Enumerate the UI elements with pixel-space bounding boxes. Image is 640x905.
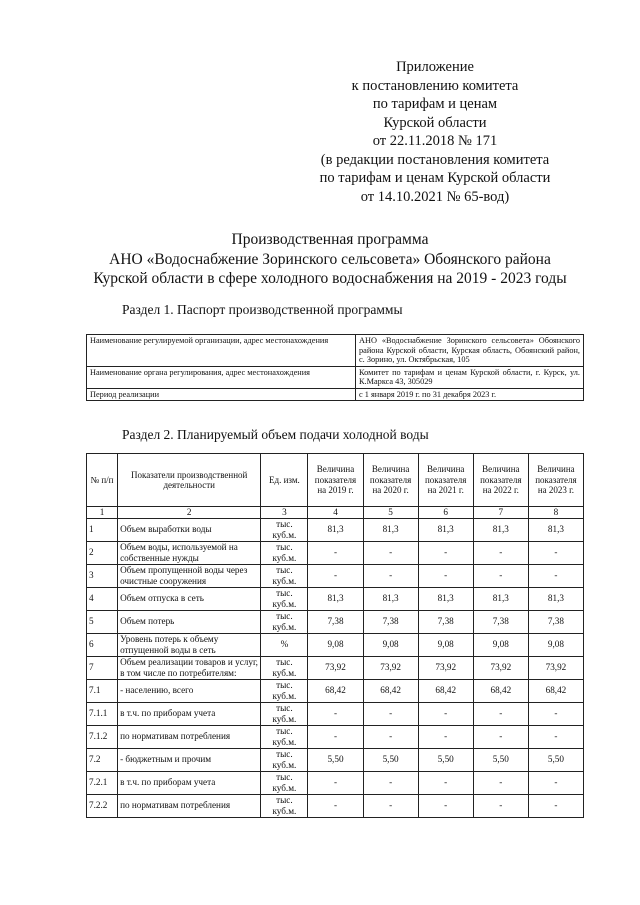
row-value: - xyxy=(308,794,363,817)
row-indicator-name: Объем реализации товаров и услуг, в том числе по потребителям: xyxy=(118,656,261,679)
row-value: - xyxy=(363,564,418,587)
table-row xyxy=(87,610,584,633)
column-header: Величина показателя на 2019 г. xyxy=(308,454,363,507)
column-header: Ед. изм. xyxy=(261,454,308,507)
row-number: 1 xyxy=(87,518,118,541)
row-value: 81,3 xyxy=(418,518,473,541)
row-value: - xyxy=(308,725,363,748)
row-value: 81,3 xyxy=(473,518,528,541)
column-number: 7 xyxy=(473,507,528,519)
row-value: - xyxy=(528,771,583,794)
row-value: - xyxy=(473,794,528,817)
column-number: 6 xyxy=(418,507,473,519)
title-line: АНО «Водоснабжение Зоринского сельсовета» Обоянского района xyxy=(109,250,551,268)
row-value: 5,50 xyxy=(363,748,418,771)
appendix-line: по тарифам и ценам xyxy=(372,96,498,112)
row-value: 7,38 xyxy=(363,610,418,633)
table-row xyxy=(87,771,584,794)
row-unit: тыс. куб.м. xyxy=(261,725,308,748)
row-unit: тыс. куб.м. xyxy=(261,794,308,817)
row-value: - xyxy=(418,794,473,817)
column-header: № п/п xyxy=(87,454,118,507)
table-row xyxy=(87,587,584,610)
row-unit: тыс. куб.м. xyxy=(261,748,308,771)
row-number: 7.2.2 xyxy=(87,794,118,817)
row-value: 81,3 xyxy=(473,587,528,610)
row-indicator-name: Объем воды, используемой на собственные нужды xyxy=(118,541,261,564)
row-value: 81,3 xyxy=(418,587,473,610)
appendix-line: по тарифам и ценам Курской области xyxy=(319,170,551,186)
row-value: 81,3 xyxy=(528,587,583,610)
row-value: 7,38 xyxy=(528,610,583,633)
row-value: - xyxy=(363,725,418,748)
row-number: 7.1 xyxy=(87,679,118,702)
row-unit: % xyxy=(261,633,308,656)
row-unit: тыс. куб.м. xyxy=(261,679,308,702)
row-value: 81,3 xyxy=(528,518,583,541)
row-value: 5,50 xyxy=(528,748,583,771)
row-value: 81,3 xyxy=(363,518,418,541)
appendix-line: Приложение xyxy=(396,59,474,75)
row-value: - xyxy=(308,771,363,794)
section1-heading: Раздел 1. Паспорт производственной программы xyxy=(122,302,403,317)
volume-table xyxy=(86,453,584,818)
row-value: 9,08 xyxy=(473,633,528,656)
passport-row xyxy=(87,366,584,388)
table-row xyxy=(87,725,584,748)
row-unit: тыс. куб.м. xyxy=(261,518,308,541)
column-header: Величина показателя на 2023 г. xyxy=(528,454,583,507)
row-value: - xyxy=(473,564,528,587)
table-row xyxy=(87,656,584,679)
row-value: - xyxy=(473,771,528,794)
appendix-line: от 22.11.2018 № 171 xyxy=(372,133,498,149)
column-header: Величина показателя на 2021 г. xyxy=(418,454,473,507)
row-indicator-name: по нормативам потребления xyxy=(118,794,261,817)
row-value: 73,92 xyxy=(418,656,473,679)
column-number: 4 xyxy=(308,507,363,519)
row-value: - xyxy=(308,564,363,587)
row-indicator-name: Объем потерь xyxy=(118,610,261,633)
row-value: 81,3 xyxy=(308,587,363,610)
row-value: - xyxy=(473,541,528,564)
row-number: 2 xyxy=(87,541,118,564)
row-value: 7,38 xyxy=(418,610,473,633)
row-value: 68,42 xyxy=(528,679,583,702)
table-row xyxy=(87,794,584,817)
row-value: 73,92 xyxy=(473,656,528,679)
passport-row xyxy=(87,388,584,401)
row-value: - xyxy=(308,541,363,564)
row-value: - xyxy=(418,702,473,725)
row-value: 5,50 xyxy=(418,748,473,771)
row-value: 7,38 xyxy=(473,610,528,633)
table-row xyxy=(87,679,584,702)
row-value: - xyxy=(528,541,583,564)
column-header: Величина показателя на 2022 г. xyxy=(473,454,528,507)
appendix-line: (в редакции постановления комитета xyxy=(320,151,550,168)
appendix-line: Курской области xyxy=(383,114,487,131)
row-value: - xyxy=(528,794,583,817)
row-value: 9,08 xyxy=(528,633,583,656)
row-value: 68,42 xyxy=(308,679,363,702)
passport-label: Период реализации xyxy=(87,388,356,401)
row-unit: тыс. куб.м. xyxy=(261,564,308,587)
row-value: - xyxy=(473,725,528,748)
row-value: 81,3 xyxy=(308,518,363,541)
row-value: 68,42 xyxy=(363,679,418,702)
row-number: 7.1.1 xyxy=(87,702,118,725)
row-value: 9,08 xyxy=(418,633,473,656)
row-unit: тыс. куб.м. xyxy=(261,771,308,794)
row-value: - xyxy=(418,725,473,748)
appendix-line: к постановлению комитета xyxy=(351,77,519,94)
row-unit: тыс. куб.м. xyxy=(261,656,308,679)
row-value: 68,42 xyxy=(473,679,528,702)
column-header: Показатели производственной деятельности xyxy=(118,454,261,507)
row-unit: тыс. куб.м. xyxy=(261,587,308,610)
row-number: 5 xyxy=(87,610,118,633)
row-value: - xyxy=(363,794,418,817)
row-indicator-name: по нормативам потребления xyxy=(118,725,261,748)
column-header: Величина показателя на 2020 г. xyxy=(363,454,418,507)
row-indicator-name: Объем выработки воды xyxy=(118,518,261,541)
row-value: 81,3 xyxy=(363,587,418,610)
row-value: - xyxy=(308,702,363,725)
row-indicator-name: Уровень потерь к объему отпущенной воды в сеть xyxy=(118,633,261,656)
title-line: Производственная программа xyxy=(231,231,429,248)
row-value: 5,50 xyxy=(473,748,528,771)
volume-table-body xyxy=(87,518,584,817)
passport-row xyxy=(87,335,584,367)
table-row xyxy=(87,748,584,771)
row-value: - xyxy=(418,564,473,587)
row-value: - xyxy=(363,771,418,794)
row-number: 7.2 xyxy=(87,748,118,771)
passport-value: Комитет по тарифам и ценам Курской области, г. Курск, ул. К.Маркса 43, 305029 xyxy=(356,366,584,388)
row-indicator-name: в т.ч. по приборам учета xyxy=(118,771,261,794)
row-indicator-name: в т.ч. по приборам учета xyxy=(118,702,261,725)
column-number: 5 xyxy=(363,507,418,519)
row-value: - xyxy=(473,702,528,725)
column-number: 8 xyxy=(528,507,583,519)
row-value: 73,92 xyxy=(308,656,363,679)
row-unit: тыс. куб.м. xyxy=(261,702,308,725)
title-line: Курской области в сфере холодного водоснабжения на 2019 - 2023 годы xyxy=(93,270,567,287)
column-number: 1 xyxy=(87,507,118,519)
row-value: 7,38 xyxy=(308,610,363,633)
table-header-row xyxy=(87,454,584,507)
row-value: 68,42 xyxy=(418,679,473,702)
row-indicator-name: - бюджетным и прочим xyxy=(118,748,261,771)
row-value: - xyxy=(528,564,583,587)
row-number: 4 xyxy=(87,587,118,610)
row-number: 7 xyxy=(87,656,118,679)
row-number: 7.2.1 xyxy=(87,771,118,794)
passport-table xyxy=(86,334,584,401)
row-number: 7.1.2 xyxy=(87,725,118,748)
column-number: 3 xyxy=(261,507,308,519)
row-value: 9,08 xyxy=(308,633,363,656)
row-unit: тыс. куб.м. xyxy=(261,610,308,633)
row-number: 6 xyxy=(87,633,118,656)
row-unit: тыс. куб.м. xyxy=(261,541,308,564)
table-row xyxy=(87,541,584,564)
passport-value: АНО «Водоснабжение Зоринского сельсовета» Обоянского района Курской области, Курская область, Обоянский район, с. Зорино, ул. Октябрьская, 105 xyxy=(356,335,584,367)
table-row xyxy=(87,633,584,656)
document-title xyxy=(60,230,600,289)
appendix-line: от 14.10.2021 № 65-вод) xyxy=(360,188,510,205)
table-row xyxy=(87,564,584,587)
row-value: 73,92 xyxy=(363,656,418,679)
row-indicator-name: - населению, всего xyxy=(118,679,261,702)
row-value: - xyxy=(363,702,418,725)
row-value: - xyxy=(418,771,473,794)
row-value: - xyxy=(418,541,473,564)
passport-value: с 1 января 2019 г. по 31 декабря 2023 г. xyxy=(356,388,584,401)
table-row xyxy=(87,702,584,725)
row-number: 3 xyxy=(87,564,118,587)
appendix-block xyxy=(300,58,570,206)
column-number: 2 xyxy=(118,507,261,519)
section2-heading: Раздел 2. Планируемый объем подачи холодной воды xyxy=(122,427,429,442)
column-number-row xyxy=(87,507,584,519)
passport-label: Наименование органа регулирования, адрес местонахождения xyxy=(87,366,356,388)
row-value: 9,08 xyxy=(363,633,418,656)
row-value: 5,50 xyxy=(308,748,363,771)
passport-label: Наименование регулируемой организации, адрес местонахождения xyxy=(87,335,356,367)
row-value: - xyxy=(528,702,583,725)
row-value: - xyxy=(363,541,418,564)
row-value: 73,92 xyxy=(528,656,583,679)
row-indicator-name: Объем пропущенной воды через очистные сооружения xyxy=(118,564,261,587)
row-indicator-name: Объем отпуска в сеть xyxy=(118,587,261,610)
row-value: - xyxy=(528,725,583,748)
table-row xyxy=(87,518,584,541)
